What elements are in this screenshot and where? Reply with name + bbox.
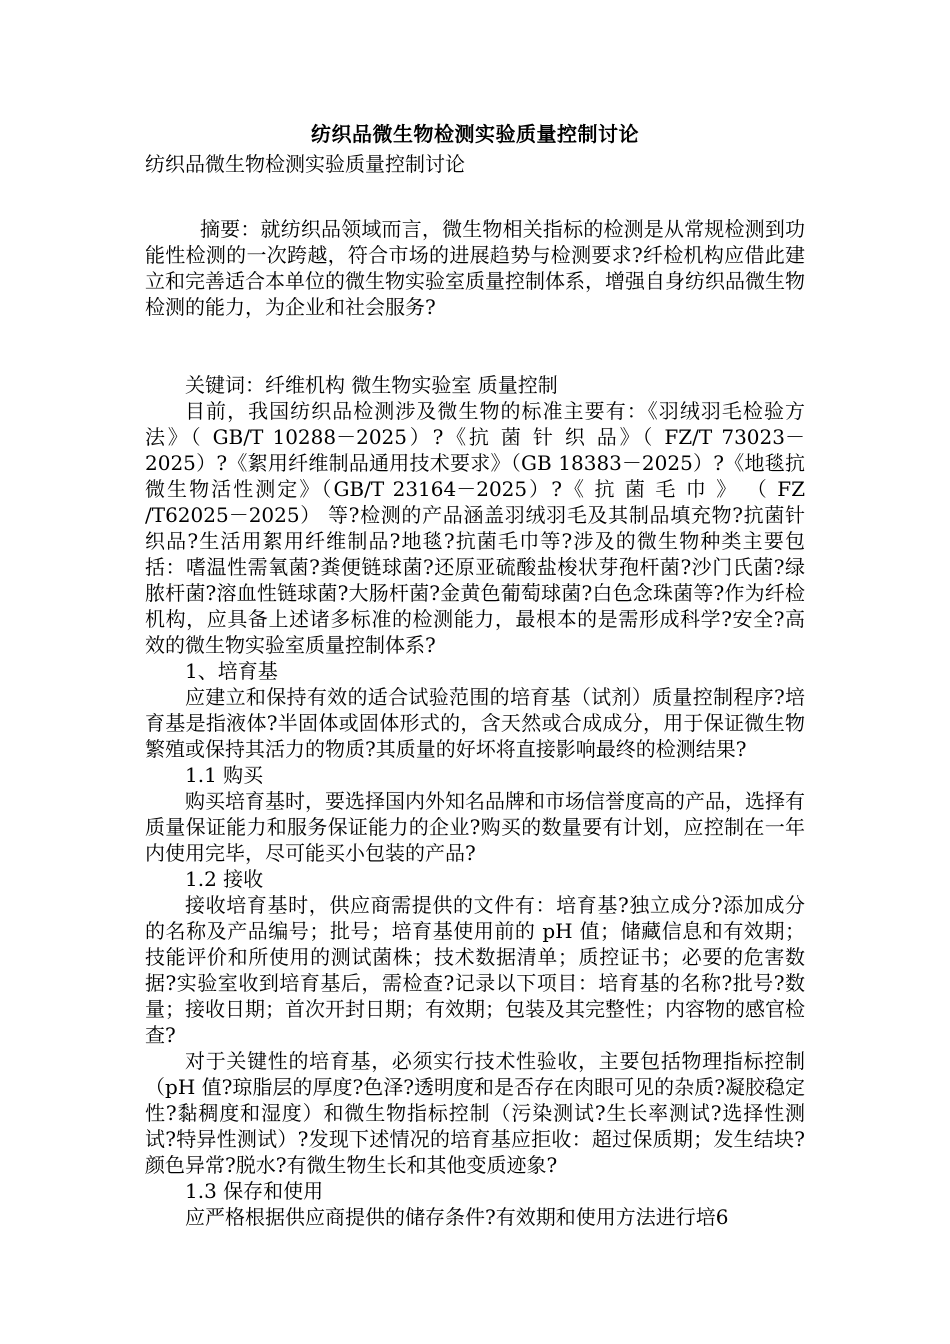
body-paragraph: 接收培育基时，供应商需提供的文件有：培育基?独立成分?添加成分的名称及产品编号；批号；培育基使用前的 pH 值；储藏信息和有效期；技能评价和所使用的测试菌株；技术数据清单；质控证书；必要的危害数据?实验室收到培育基后，需检查?记录以下项目：培育基的名称?批号?数量；接收日期；首次开封日期；有效期；包装及其完整性；内容物的感官检查?: [145, 893, 805, 1047]
section-heading: 1.3 保存和使用: [185, 1179, 324, 1203]
body-paragraph: 应严格根据供应商提供的储存条件?有效期和使用方法进行培6: [185, 1205, 729, 1229]
abstract-paragraph: 摘要：就纺织品领域而言，微生物相关指标的检测是从常规检测到功能性检测的一次跨越，符合市场的进展趋势与检测要求?纤检机构应借此建立和完善适合本单位的微生物实验室质量控制体系，增强自身纺织品微生物检测的能力，为企业和社会服务?: [145, 217, 805, 319]
document-subtitle: 纺织品微生物检测实验质量控制讨论: [145, 152, 465, 176]
document-page: [145, 118, 805, 1230]
section-heading: 1.1 购买: [185, 763, 264, 787]
body-paragraph: 购买培育基时，要选择国内外知名品牌和市场信誉度高的产品，选择有质量保证能力和服务保证能力的企业?购买的数量要有计划，应控制在一年内使用完毕，尽可能买小包装的产品?: [145, 789, 805, 865]
section-heading: 1.2 接收: [185, 867, 264, 891]
document-title: 纺织品微生物检测实验质量控制讨论: [311, 122, 639, 146]
keywords-line: 关键词：纤维机构 微生物实验室 质量控制: [185, 373, 558, 397]
body-paragraph: 对于关键性的培育基，必须实行技术性验收，主要包括物理指标控制（pH 值?琼脂层的厚度?色泽?透明度和是否存在肉眼可见的杂质?凝胶稳定性?黏稠度和湿度）和微生物指标控制（污染测试?生长率测试?选择性测试?特异性测试）?发现下述情况的培育基应拒收：超过保质期；发生结块?颜色异常?脱水?有微生物生长和其他变质迹象?: [145, 1049, 805, 1177]
body-paragraph: 目前，我国纺织品检测涉及微生物的标准主要有：《羽绒羽毛检验方 法》（ GB/T 10288－2025）?《抗 菌 针 织 品》（ FZ/T 73023－2025）?《絮用纤维制品通用技术要求》（GB 18383－2025）?《地毯抗微生物活性测定》（GB/T 23164－2025）?《 抗 菌 毛 巾 》 （ FZ /T62025－2025） 等?检测的产品涵盖羽绒羽毛及其制品填充物?抗菌针织品?生活用絮用纤维制品?地毯?抗菌毛巾等?涉及的微生物种类主要包括：嗜温性需氧菌?粪便链球菌?还原亚硫酸盐梭状芽孢杆菌?沙门氏菌?绿脓杆菌?溶血性链球菌?大肠杆菌?金黄色葡萄球菌?白色念珠菌等?作为纤检机构，应具备上述诸多标准的检测能力，最根本的是需形成科学?安全?高效的微生物实验室质量控制体系?: [145, 399, 805, 657]
section-heading: 1、培育基: [185, 659, 278, 683]
body-paragraph: 应建立和保持有效的适合试验范围的培育基（试剂）质量控制程序?培育基是指液体?半固体或固体形式的，含天然或合成成分，用于保证微生物繁殖或保持其活力的物质?其质量的好坏将直接影响最终的检测结果?: [145, 685, 805, 761]
